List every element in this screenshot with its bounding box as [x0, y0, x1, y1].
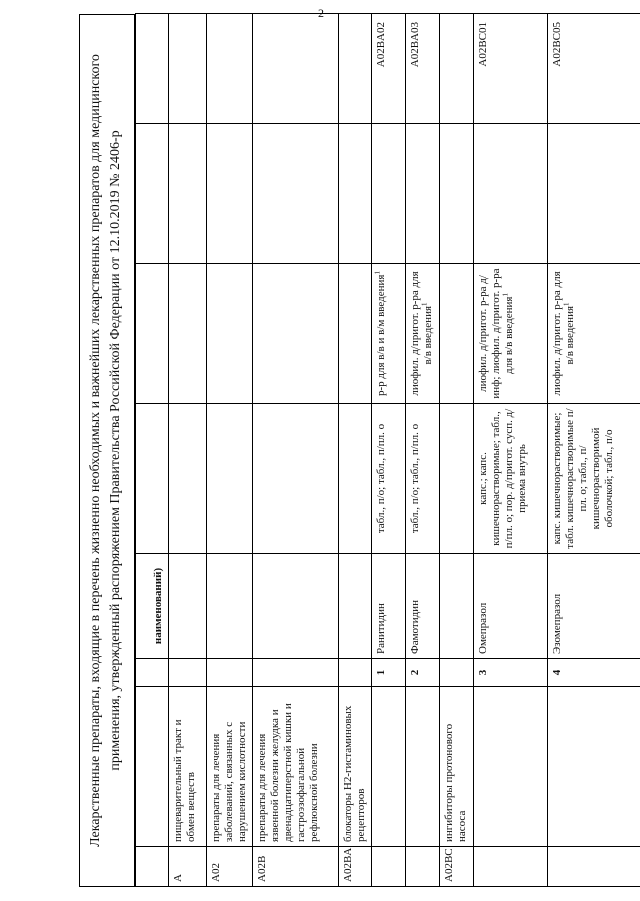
number-cell: 4 — [548, 659, 640, 687]
extra-cell — [339, 124, 372, 264]
page-number: 2 — [318, 6, 324, 20]
group-cell: блокаторы H2-гистаминовых рецепторов — [339, 687, 372, 847]
atc-cell — [548, 847, 640, 887]
route-cell — [169, 264, 207, 404]
atc-cell: A02B — [253, 847, 339, 887]
table-row — [207, 14, 253, 887]
footnote-marker: 1 — [501, 293, 510, 297]
number-cell — [440, 659, 474, 687]
drug-name-cell — [440, 554, 474, 659]
extra-cell — [253, 124, 339, 264]
form-cell — [169, 404, 207, 554]
route-cell — [339, 264, 372, 404]
table-row — [440, 14, 474, 887]
group-cell: пищеварительный тракт и обмен веществ — [169, 687, 207, 847]
title-line-1: Лекарственные препараты, входящие в перечень жизненно необходимых и важнейших лекарственных препаратов для медицинского — [88, 54, 103, 847]
extra-cell — [406, 124, 440, 264]
atc-cell — [406, 847, 440, 887]
table-row — [169, 14, 207, 887]
code-cell: A02BC01 — [474, 14, 548, 124]
drug-name-cell: Омепразол — [474, 554, 548, 659]
route-cell — [548, 264, 640, 404]
header-cell — [136, 847, 169, 887]
group-cell: препараты для лечения заболеваний, связанных с нарушением кислотности — [207, 687, 253, 847]
footnote-marker: 1 — [420, 302, 429, 306]
form-cell — [253, 404, 339, 554]
rotated-document — [79, 14, 631, 887]
extra-cell — [548, 124, 640, 264]
group-cell — [548, 687, 640, 847]
atc-cell — [372, 847, 406, 887]
table-row — [372, 14, 406, 887]
drug-name-cell — [169, 554, 207, 659]
route-cell — [207, 264, 253, 404]
drug-name-cell — [207, 554, 253, 659]
drug-name-cell — [253, 554, 339, 659]
code-cell: A02BA02 — [372, 14, 406, 124]
header-cell — [136, 124, 169, 264]
route-cell — [372, 264, 406, 404]
header-row — [136, 14, 169, 887]
title-line-2: применения, утвержденный распоряжением Правительства Российской Федерации от 12.10.2019 № 2406-р — [108, 130, 123, 771]
form-cell: табл., п/о; табл., п/пл. о — [406, 404, 440, 554]
table-row — [253, 14, 339, 887]
route-cell — [406, 264, 440, 404]
route-cell — [253, 264, 339, 404]
drug-name-cell: Ранитидин — [372, 554, 406, 659]
code-cell — [339, 14, 372, 124]
form-cell — [440, 404, 474, 554]
extra-cell — [207, 124, 253, 264]
code-cell — [440, 14, 474, 124]
code-cell: A02BA03 — [406, 14, 440, 124]
header-cell — [136, 14, 169, 124]
number-cell — [169, 659, 207, 687]
group-cell — [406, 687, 440, 847]
atc-cell: A02 — [207, 847, 253, 887]
group-cell: ингибиторы протонового насоса — [440, 687, 474, 847]
form-cell — [207, 404, 253, 554]
code-cell — [169, 14, 207, 124]
header-cell — [136, 264, 169, 404]
group-cell — [474, 687, 548, 847]
atc-cell: A02BC — [440, 847, 474, 887]
route-text: р-р для в/в и в/м введения — [375, 274, 387, 396]
footnote-marker: 1 — [373, 271, 382, 275]
route-cell — [474, 264, 548, 404]
table-row — [474, 14, 548, 887]
table-row — [548, 14, 640, 887]
drug-name-cell: Эзомепразол — [548, 554, 640, 659]
table-row — [339, 14, 372, 887]
number-cell — [207, 659, 253, 687]
extra-cell — [474, 124, 548, 264]
drug-name-cell — [339, 554, 372, 659]
code-cell — [253, 14, 339, 124]
form-cell: табл., п/о; табл., п/пл. о — [372, 404, 406, 554]
header-cell — [136, 404, 169, 554]
number-cell: 3 — [474, 659, 548, 687]
header-cell — [136, 659, 169, 687]
route-text: лиофил. д/пригот. р-ра д/инф; лиофил. д/пригот. р-ра для в/в введения — [477, 268, 515, 399]
route-cell — [440, 264, 474, 404]
drug-list-table — [135, 13, 640, 887]
footnote-marker: 1 — [562, 302, 571, 306]
atc-cell: A — [169, 847, 207, 887]
extra-cell — [440, 124, 474, 264]
code-cell — [207, 14, 253, 124]
group-cell: препараты для лечения язвенной болезни желудка и двенадцатиперстной кишки и гастроэзофагальной рефлюксной болезни — [253, 687, 339, 847]
drug-name-cell: Фамотидин — [406, 554, 440, 659]
atc-cell: A02BA — [339, 847, 372, 887]
number-cell: 2 — [406, 659, 440, 687]
form-cell: капс.; капс. кишечнорастворимые; табл., п/пл. о; пор. д/пригот. сусп. д/приема внутрь — [474, 404, 548, 554]
header-cell-name: наименований) — [136, 554, 169, 659]
form-cell — [339, 404, 372, 554]
extra-cell — [372, 124, 406, 264]
number-cell — [339, 659, 372, 687]
route-text: лиофил. д/пригот. р-ра для в/в введения — [409, 271, 434, 396]
table-row — [406, 14, 440, 887]
route-text: лиофил. д/пригот. р-ра для в/в введения — [551, 271, 576, 396]
header-cell — [136, 687, 169, 847]
number-cell — [253, 659, 339, 687]
form-cell: капс. кишечнорастворимые; табл. кишечнорастворимые п/пл. о; табл., п/кишечнорастворимой оболочкой; табл., п/о — [548, 404, 640, 554]
atc-cell — [474, 847, 548, 887]
document-title — [79, 14, 135, 887]
code-cell: A02BC05 — [548, 14, 640, 124]
number-cell: 1 — [372, 659, 406, 687]
extra-cell — [169, 124, 207, 264]
group-cell — [372, 687, 406, 847]
